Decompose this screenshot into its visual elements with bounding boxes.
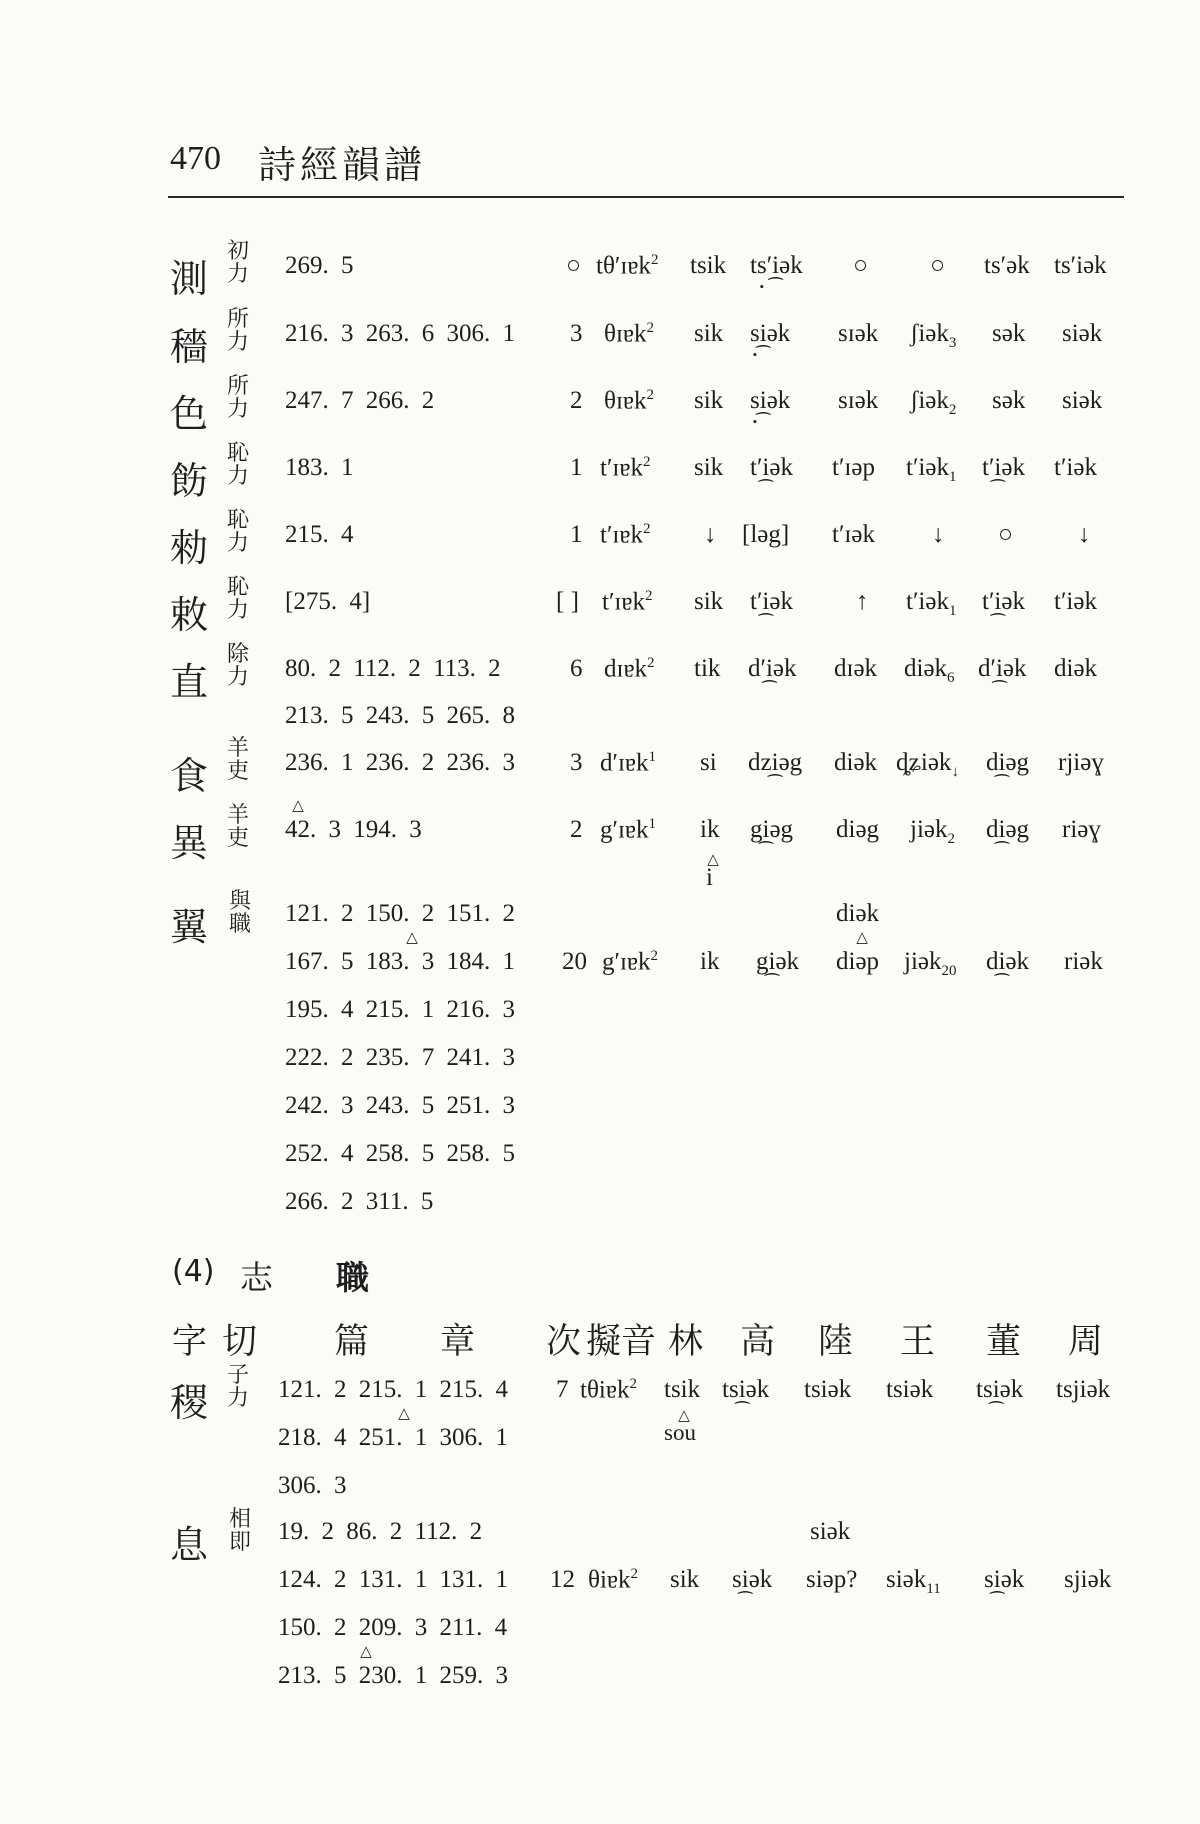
reading-zhou: ↓: [1078, 521, 1091, 548]
reading-reconstruction: g′ɪɐk$^2$: [602, 948, 659, 976]
reading-lin: ik: [700, 948, 720, 975]
reading-lin: sik: [694, 454, 724, 481]
entry-character: 直: [170, 660, 209, 704]
entry-character: 翼: [170, 905, 209, 949]
citation-line: 236. 1 236. 2 236. 3: [285, 749, 515, 776]
stanza-count: 7: [556, 1376, 569, 1403]
citation-line: 183. 1: [285, 454, 354, 481]
citation-line: 266. 2 311. 5: [285, 1188, 434, 1215]
fanqie: 所力: [226, 374, 249, 422]
reading-lu: diəg: [836, 816, 880, 843]
reading-lin: ↓: [704, 521, 717, 548]
citation-line: 121. 2 150. 2 151. 2: [285, 900, 515, 927]
reading-zhou: t′iək: [1054, 454, 1097, 481]
reading-dong: di ⁀əg: [986, 749, 1029, 777]
citation-line: 19. 2 86. 2 112. 2: [278, 1518, 483, 1545]
reading-gao: gi ⁀əg: [750, 816, 793, 844]
reading-gao: dzi ⁀əg: [748, 749, 802, 777]
entry-character: 食: [170, 754, 209, 798]
note-reading: sou: [664, 1420, 696, 1445]
reading-lin: sik: [670, 1566, 700, 1593]
reading-reconstruction: tθ′ɪɐk$^2$: [596, 252, 659, 280]
reading-zhou: rjiəɣ: [1058, 749, 1104, 776]
reading-dong: di ⁀əg: [986, 816, 1029, 844]
reading-gao: tsi ⁀ək: [722, 1376, 769, 1404]
reading-zhou: tsjiək: [1056, 1376, 1111, 1403]
reading-lin: si: [700, 749, 717, 776]
stanza-count: 6: [570, 655, 583, 682]
stanza-count: 1: [570, 521, 583, 548]
reading-reconstruction: θiɐk$^2$: [588, 1566, 639, 1594]
reading-wang: ʃiək$_2$: [910, 387, 957, 418]
citation-line: 242. 3 243. 5 251. 3: [285, 1092, 515, 1119]
column-header: 擬音: [586, 1322, 657, 1362]
reading-zhou: t′iək: [1054, 588, 1097, 615]
reading-lin: tik: [694, 655, 721, 682]
reading-zhou: sjiək: [1064, 1566, 1112, 1593]
stanza-count: 1: [570, 454, 583, 481]
reading-lu: t′ɪək: [832, 521, 875, 548]
note-reading: i: [706, 864, 713, 891]
triangle-mark: △: [360, 1642, 372, 1660]
triangle-mark: △: [856, 928, 868, 946]
reading-zhou: siək: [1062, 387, 1103, 414]
entry-character: 穡: [170, 325, 209, 369]
reading-lin: sik: [694, 387, 724, 414]
citation-line: 213. 5 243. 5 265. 8: [285, 702, 515, 729]
fanqie: 與職: [228, 889, 251, 937]
column-header: 字: [172, 1322, 208, 1362]
stanza-count: ○: [566, 252, 582, 279]
reading-lin: sik: [694, 320, 724, 347]
reading-dong: di ⁀ək: [986, 948, 1029, 976]
reading-wang: t′iək$_1$: [906, 454, 957, 485]
reading-dong: si ⁀ək: [984, 1566, 1024, 1594]
reading-wang: ○: [930, 252, 946, 279]
entry-character: 勑: [170, 526, 209, 570]
reading-gao: [ləg]: [742, 521, 790, 548]
reading-gao: s •i ⁀ək: [750, 387, 790, 415]
entry-character: 飭: [170, 459, 209, 503]
reading-lu: ○: [853, 252, 869, 279]
citation-line: 218. 4 251. 1 306. 1: [278, 1424, 508, 1451]
reading-reconstruction: θɪɐk$^2$: [604, 320, 655, 348]
reading-dong: sək: [992, 387, 1026, 414]
entry-character: 稷: [170, 1381, 209, 1425]
column-header: 次: [546, 1322, 582, 1362]
reading-dong: t′i ⁀ək: [982, 454, 1025, 482]
fanqie: 相即: [228, 1507, 251, 1555]
triangle-mark: △: [678, 1406, 690, 1424]
reading-reconstruction: g′ɪɐk$^1$: [600, 816, 657, 844]
column-header: 切: [222, 1322, 258, 1362]
reading-lu: ↑: [856, 588, 869, 615]
reading-wang: jiək$_{20}$: [904, 948, 957, 979]
reading-wang: jiək$_2$: [910, 816, 955, 847]
reading-gao: t′i ⁀ək: [750, 588, 793, 616]
reading-reconstruction: t′ɪɐk$^2$: [600, 454, 651, 482]
triangle-mark: △: [292, 796, 304, 814]
reading-lu: sɪək: [838, 320, 879, 347]
section-number: (4): [172, 1254, 215, 1289]
stanza-count: 2: [570, 816, 583, 843]
fanqie: 恥力: [226, 508, 249, 556]
fanqie: 恥力: [226, 441, 249, 489]
reading-gao: ts •′i ⁀ək: [750, 252, 803, 280]
entry-character: 敕: [170, 593, 209, 637]
citation-line: 222. 2 235. 7 241. 3: [285, 1044, 515, 1071]
stanza-count: [ ]: [556, 588, 579, 615]
fanqie: 除力: [226, 642, 249, 690]
reading-lin: ik: [700, 816, 720, 843]
fanqie: 所力: [226, 307, 249, 355]
stanza-count: 12: [550, 1566, 575, 1593]
reading-dong: tsi ⁀ək: [976, 1376, 1023, 1404]
triangle-mark: △: [707, 850, 719, 868]
fanqie: 恥力: [226, 575, 249, 623]
stanza-count: 3: [570, 749, 583, 776]
header-rule: [168, 196, 1124, 198]
reading-gao: si ⁀ək: [732, 1566, 772, 1594]
column-header: 林: [668, 1322, 704, 1362]
entry-character: 色: [170, 392, 209, 436]
column-header: 董: [986, 1322, 1022, 1362]
fanqie: 羊吏: [226, 803, 249, 851]
citation-line: 269. 5: [285, 252, 354, 279]
reading-wang: ↓: [932, 521, 945, 548]
fanqie: 羊吏: [226, 736, 249, 784]
entry-character: 測: [170, 257, 209, 301]
reading-lin: sik: [694, 588, 724, 615]
reading-reconstruction: tθiɐk$^2$: [580, 1376, 637, 1404]
page-title: 詩經韻譜: [258, 143, 427, 187]
reading-reconstruction: t′ɪɐk$^2$: [600, 521, 651, 549]
reading-gao: t′i ⁀ək: [750, 454, 793, 482]
reading-reconstruction: d′ɪɐk$^1$: [600, 749, 657, 777]
column-header: 周: [1068, 1322, 1104, 1362]
stanza-count: 3: [570, 320, 583, 347]
reading-zhou: riəɣ: [1062, 816, 1101, 843]
reading-wang: ʃiək$_3$: [910, 320, 957, 351]
triangle-mark: △: [398, 1404, 410, 1422]
citation-line: 247. 7 266. 2: [285, 387, 435, 414]
reading-lu: dɪək: [834, 655, 878, 682]
reading-dong: sək: [992, 320, 1026, 347]
reading-gao: s •i ⁀ək: [750, 320, 790, 348]
citation-line: 124. 2 131. 1 131. 1: [278, 1566, 508, 1593]
section-name: 志: [240, 1258, 273, 1297]
reading-wang: diək$_6$: [904, 655, 955, 686]
reading-zhou: siək: [1062, 320, 1103, 347]
citation-line: 121. 2 215. 1 215. 4: [278, 1376, 508, 1403]
triangle-mark: △: [406, 928, 418, 946]
reading-lu: siəp?: [806, 1566, 858, 1593]
reading-lu: sɪək: [838, 387, 879, 414]
citation-line: 216. 3 263. 6 306. 1: [285, 320, 515, 347]
section-name: 職: [336, 1258, 369, 1297]
reading-wang: tsiək: [886, 1376, 934, 1403]
note-reading: siək: [810, 1518, 851, 1545]
reading-lu: diək: [834, 749, 878, 776]
reading-lu: t′ɪəp: [832, 454, 875, 481]
citation-line: [275. 4]: [285, 588, 371, 615]
reading-gao: gi ⁀ək: [756, 948, 799, 976]
citation-line: 252. 4 258. 5 258. 5: [285, 1140, 515, 1167]
reading-dong: t′i ⁀ək: [982, 588, 1025, 616]
citation-line: 80. 2 112. 2 113. 2: [285, 655, 501, 682]
citation-line: 306. 3: [278, 1472, 347, 1499]
reading-dong: ○: [998, 521, 1014, 548]
entry-character: 異: [170, 821, 209, 865]
reading-reconstruction: θɪɐk$^2$: [604, 387, 655, 415]
reading-zhou: diək: [1054, 655, 1098, 682]
reading-zhou: ts′iək: [1054, 252, 1107, 279]
citation-line: 195. 4 215. 1 216. 3: [285, 996, 515, 1023]
column-header: 篇: [334, 1322, 370, 1362]
reading-lin: tsik: [690, 252, 727, 279]
reading-reconstruction: dɪɐk$^2$: [604, 655, 655, 683]
column-header: 章: [440, 1322, 476, 1362]
reading-lu: tsiək: [804, 1376, 852, 1403]
reading-dong: d′i ⁀ək: [978, 655, 1027, 683]
column-header: 王: [900, 1322, 936, 1362]
citation-line: 150. 2 209. 3 211. 4: [278, 1614, 508, 1641]
citation-line: 167. 5 183. 3 184. 1: [285, 948, 515, 975]
citation-line: 42. 3 194. 3: [285, 816, 422, 843]
reading-lin: tsik: [664, 1376, 701, 1403]
page-number: 470: [170, 140, 221, 177]
reading-zhou: riək: [1064, 948, 1103, 975]
reading-reconstruction: t′ɪɐk$^2$: [602, 588, 653, 616]
note-reading: diək: [836, 900, 880, 927]
stanza-count: 20: [562, 948, 587, 975]
citation-line: 213. 5 230. 1 259. 3: [278, 1662, 508, 1689]
column-header: 陸: [818, 1322, 854, 1362]
stanza-count: 2: [570, 387, 583, 414]
reading-lu: diəp: [836, 948, 880, 975]
fanqie: 初力: [226, 239, 249, 287]
column-header: 高: [740, 1322, 776, 1362]
entry-character: 息: [170, 1523, 209, 1567]
reading-wang: t′iək$_1$: [906, 588, 957, 619]
citation-line: 215. 4: [285, 521, 354, 548]
reading-gao: d′i ⁀ək: [748, 655, 797, 683]
fanqie: 子力: [226, 1363, 249, 1411]
reading-wang: siək$_{11}$: [886, 1566, 941, 1597]
reading-wang: ȡʑiək$_↓$: [896, 749, 959, 780]
reading-dong: ts′ək: [984, 252, 1030, 279]
